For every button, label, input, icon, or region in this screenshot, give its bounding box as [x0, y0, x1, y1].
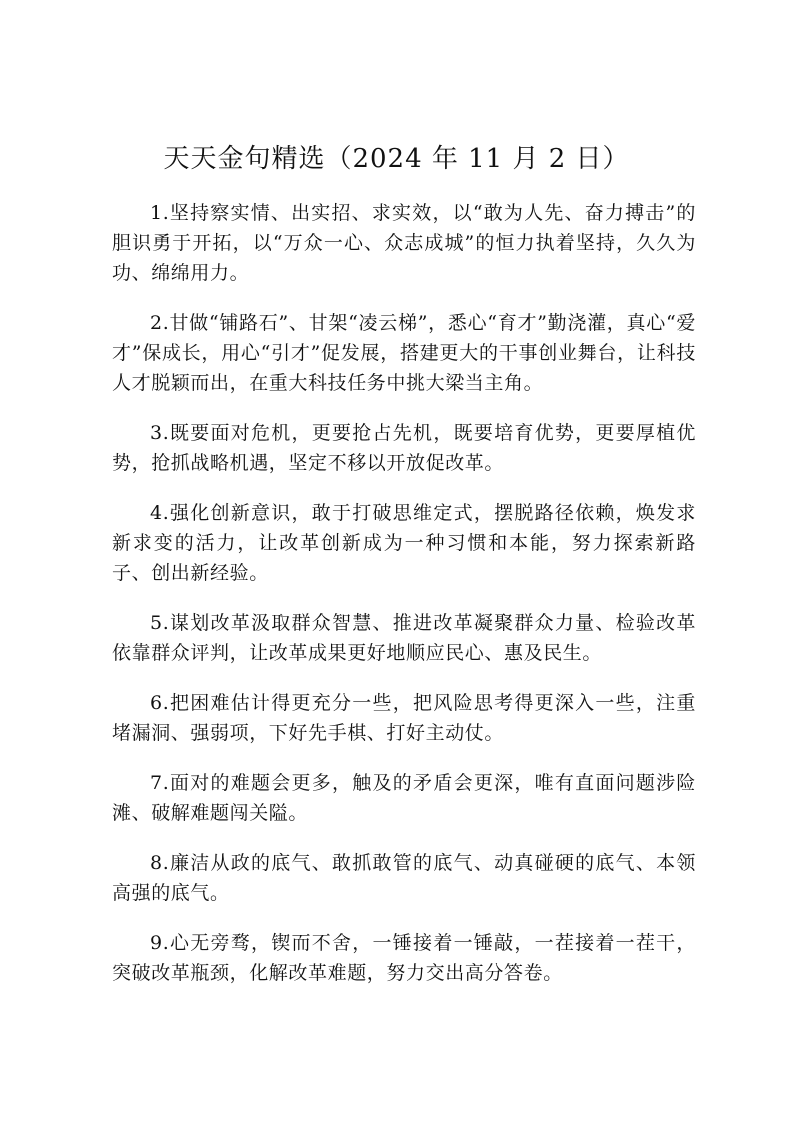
page-title: 天天金句精选（2024 年 11 月 2 日）: [163, 144, 630, 174]
quote-item-7: 7.面对的难题会更多，触及的矛盾会更深，唯有直面问题涉险滩、破解难题闯关隘。: [112, 772, 696, 824]
quote-item-2: 2.甘做“铺路石”、甘架“凌云梯”，悉心“育才”勤浇灌，真心“爱才”保成长，用心“引才”促发展，搭建更大的干事创业舞台，让科技人才脱颖而出，在重大科技任务中挑大梁当主角。: [112, 312, 696, 394]
quote-item-1: 1.坚持察实情、出实招、求实效，以“敢为人先、奋力搏击”的胆识勇于开拓，以“万众一心、众志成城”的恒力执着坚持，久久为功、绵绵用力。: [112, 202, 696, 284]
quote-item-4: 4.强化创新意识，敢于打破思维定式，摆脱路径依赖，焕发求新求变的活力，让改革创新成为一种习惯和本能，努力探索新路子、创出新经验。: [112, 502, 696, 584]
quote-item-6: 6.把困难估计得更充分一些，把风险思考得更深入一些，注重堵漏洞、强弱项，下好先手棋、打好主动仗。: [112, 692, 696, 744]
quote-item-9: 9.心无旁骛，锲而不舍，一锤接着一锤敲，一茬接着一茬干，突破改革瓶颈，化解改革难题，努力交出高分答卷。: [112, 932, 696, 984]
quote-item-8: 8.廉洁从政的底气、敢抓敢管的底气、动真碰硬的底气、本领高强的底气。: [112, 852, 696, 904]
quote-item-3: 3.既要面对危机，更要抢占先机，既要培育优势，更要厚植优势，抢抓战略机遇，坚定不移以开放促改革。: [112, 422, 696, 474]
quote-item-5: 5.谋划改革汲取群众智慧、推进改革凝聚群众力量、检验改革依靠群众评判，让改革成果更好地顺应民心、惠及民生。: [112, 612, 696, 664]
quote-list: [112, 198, 696, 1008]
